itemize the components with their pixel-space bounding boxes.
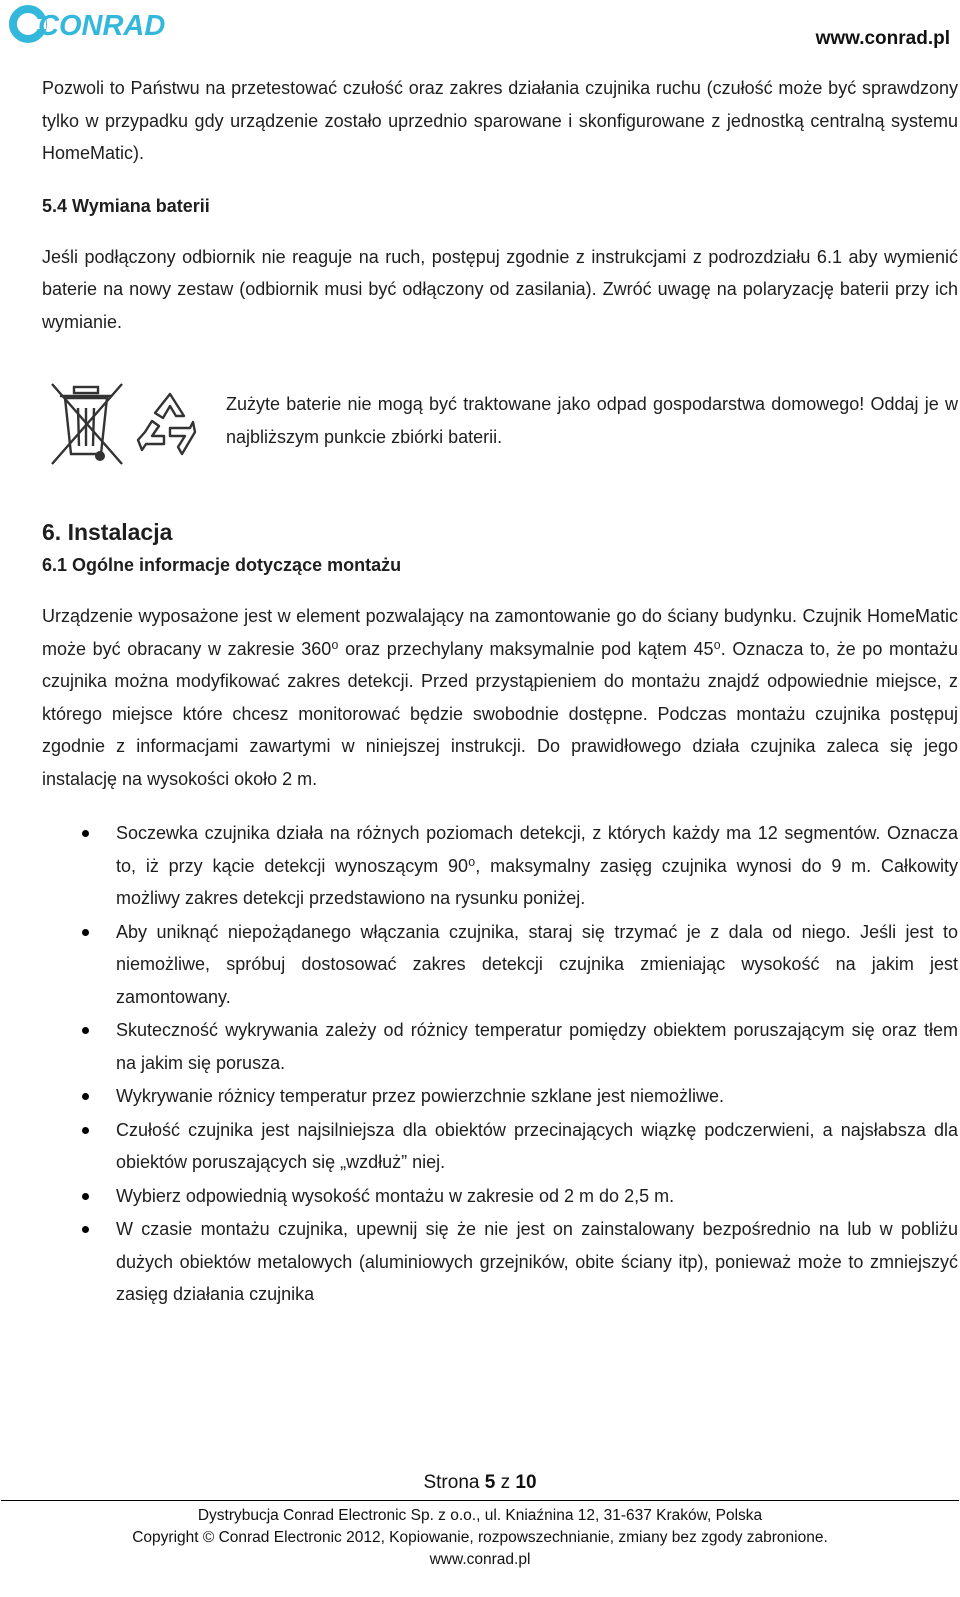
site-url[interactable]: www.conrad.pl xyxy=(815,28,950,49)
intro-paragraph: Pozwoli to Państwu na przetestować czułość oraz zakres działania czujnika ruchu (czułość może być sprawdzony tylko w przypadku gdy urządzenie zostało uprzednio sparowane i skonfigurowane z jednostką centralną systemu HomeMatic). xyxy=(42,78,958,163)
svg-text:CONRAD: CONRAD xyxy=(38,10,166,42)
bullet-icon xyxy=(82,1093,89,1100)
bullet-icon xyxy=(82,1127,89,1134)
recycle-icon xyxy=(132,388,208,464)
list-item: Wybierz odpowiednią wysokość montażu w zakresie od 2 m do 2,5 m. xyxy=(42,1180,958,1213)
bullet-icon xyxy=(82,1027,89,1034)
bullet-icon xyxy=(82,929,89,936)
footer-address: Dystrybucja Conrad Electronic Sp. z o.o., ul. Kniaźnina 12, 31-637 Kraków, Polska xyxy=(197,1507,763,1524)
disposal-icons xyxy=(42,382,226,502)
conrad-logo xyxy=(8,2,170,44)
section-5-4-heading: 5.4 Wymiana baterii xyxy=(42,195,210,216)
section-5-4-text: Jeśli podłączony odbiornik nie reaguje na ruch, postępuj zgodnie z instrukcjami z podrozdziału 6.1 aby wymienić baterie na nowy zestaw (odbiornik musi być odłączony od zasilania). Zwróć uwagę na polaryzację baterii przy ich wymianie. xyxy=(42,246,958,332)
list-item: Skuteczność wykrywania zależy od różnicy temperatur pomiędzy obiektem poruszającym się oraz tłem na jakim się porusza. xyxy=(42,1014,958,1079)
list-item: Aby uniknąć niepożądanego włączania czujnika, staraj się trzymać je z dala od niego. Jeśli jest to niemożliwe, spróbuj dostosować zakres detekcji czujnika zmieniając wysokość na jakim jest zamontowany. xyxy=(42,916,958,1014)
bullet-icon xyxy=(82,1193,89,1200)
page-content xyxy=(42,72,958,1312)
installation-tips-list xyxy=(42,817,958,1311)
section-6-heading: 6. Instalacja xyxy=(42,519,173,545)
footer-divider xyxy=(1,1500,959,1501)
list-item: W czasie montażu czujnika, upewnij się że nie jest on zainstalowany bezpośrednio na lub w pobliżu dużych obiektów metalowych (aluminiowych grzejników, obite ściany itp), ponieważ może to zmniejszyć zasięg działania czujnika xyxy=(42,1213,958,1311)
page-number: Strona 5 z 10 xyxy=(423,1472,537,1493)
conrad-logo-graphic xyxy=(8,2,170,44)
section-6-1-text: Urządzenie wyposażone jest w element pozwalający na zamontowanie go do ściany budynku. Czujnik HomeMatic może być obracany w zakresie 360⁰ oraz przechylany maksymalnie pod kątem 45⁰. Oznacza to, że po montażu czujnika można modyfikować zakres detekcji. Przed przystąpieniem do montażu znajdź odpowiednie miejsce, z którego miejsce które chcesz monitorować będzie swobodnie dostępne. Podczas montażu czujnika postępuj zgodnie z informacjami zawartymi w niniejszej instrukcji. Do prawidłowego działa czujnika zaleca się jego instalację na wysokości około 2 m. xyxy=(42,606,958,789)
section-6-1-heading: 6.1 Ogólne informacje dotyczące montażu xyxy=(42,555,402,575)
battery-disposal-text: Zużyte baterie nie mogą być traktowane jako odpad gospodarstwa domowego! Oddaj je w najbliższym punkcie zbiórki baterii. xyxy=(226,394,958,447)
page-footer xyxy=(0,1470,960,1571)
footer-url[interactable]: www.conrad.pl xyxy=(429,1551,531,1568)
crossed-bin-icon xyxy=(48,382,128,468)
footer-copyright: Copyright © Conrad Electronic 2012, Kopiowanie, rozpowszechnianie, zmiany bez zgody zabronione. xyxy=(132,1529,828,1546)
list-item: Czułość czujnika jest najsilniejsza dla obiektów przecinających wiązkę podczerwieni, a najsłabsza dla obiektów poruszających się „wzdłuż” niej. xyxy=(42,1114,958,1179)
list-item: Soczewka czujnika działa na różnych poziomach detekcji, z których każdy ma 12 segmentów. Oznacza to, iż przy kącie detekcji wynoszącym 90⁰, maksymalny zasięg czujnika wynosi do 9 m. Całkowity możliwy zakres detekcji przedstawiono na rysunku poniżej. xyxy=(42,817,958,915)
bullet-icon xyxy=(82,1226,89,1233)
battery-disposal-notice xyxy=(42,382,958,502)
list-item: Wykrywanie różnicy temperatur przez powierzchnie szklane jest niemożliwe. xyxy=(42,1080,958,1113)
bullet-icon xyxy=(82,830,89,837)
